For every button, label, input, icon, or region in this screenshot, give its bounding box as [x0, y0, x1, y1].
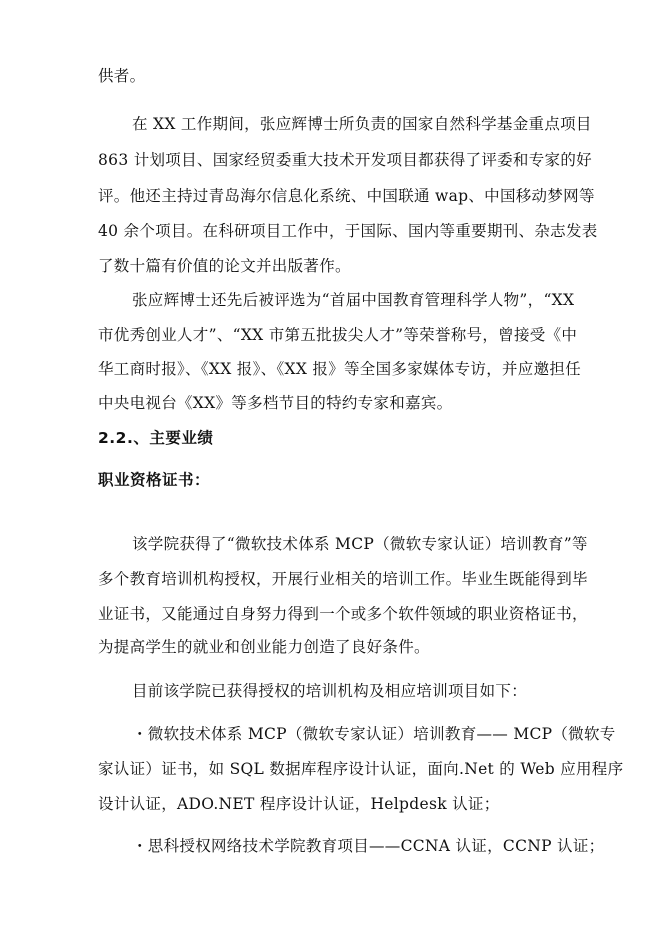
paragraph-line: 多个教育培训机构授权，开展行业相关的培训工作。毕业生既能得到毕: [98, 570, 588, 588]
paragraph-line: 华工商时报》、《XX 报》、《XX 报》等全国多家媒体专访，并应邀担任: [98, 360, 581, 378]
bullet-item-line: 设计认证，ADO.NET 程序设计认证，Helpdesk 认证；: [98, 795, 500, 813]
paragraph-line: 目前该学院已获得授权的培训机构及相应培训项目如下：: [132, 682, 528, 700]
paragraph-line: 在 XX 工作期间，张应辉博士所负责的国家自然科学基金重点项目: [132, 115, 592, 133]
paragraph-line: 863 计划项目、国家经贸委重大技术开发项目都获得了评委和专家的好: [98, 151, 592, 169]
section-heading: 2.2.、主要业绩: [98, 429, 214, 447]
bullet-item-line: 家认证）证书，如 SQL 数据库程序设计认证，面向.Net 的 Web 应用程序: [98, 760, 624, 778]
paragraph-line: 40 余个项目。在科研项目工作中，于国际、国内等重要期刊、杂志发表: [98, 222, 598, 240]
paragraph-line: 为提高学生的就业和创业能力创造了良好条件。: [98, 638, 430, 656]
paragraph-line: 该学院获得了“微软技术体系 MCP（微软专家认证）培训教育”等: [132, 535, 588, 553]
text-line: 供者。: [98, 67, 146, 85]
paragraph-line: 张应辉博士还先后被评选为“首届中国教育管理科学人物”，“XX: [132, 291, 575, 309]
paragraph-line: 评。他还主持过青岛海尔信息化系统、中国联通 wap、中国移动梦网等: [98, 187, 595, 205]
subsection-heading: 职业资格证书：: [98, 471, 211, 489]
bullet-item-line: ・微软技术体系 MCP（微软专家认证）培训教育—— MCP（微软专: [132, 725, 616, 743]
paragraph-line: 市优秀创业人才”、“XX 市第五批拔尖人才”等荣誉称号，曾接受《中: [98, 326, 578, 344]
paragraph-line: 中央电视台《XX》等多档节目的特约专家和嘉宾。: [98, 394, 453, 412]
paragraph-line: 了数十篇有价值的论文并出版著作。: [98, 257, 351, 275]
bullet-item-line: ・思科授权网络技术学院教育项目——CCNA 认证，CCNP 认证；: [132, 837, 605, 855]
paragraph-line: 业证书，又能通过自身努力得到一个或多个软件领域的职业资格证书，: [98, 605, 588, 623]
